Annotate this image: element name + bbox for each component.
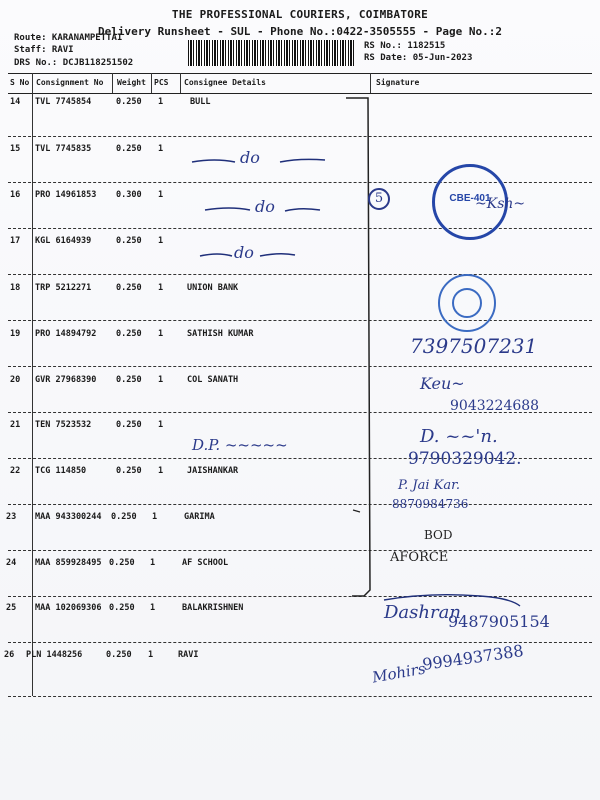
row-consignment: PRO 14894792 <box>35 329 97 339</box>
row-consignment: TVL 7745854 <box>35 97 92 107</box>
row-weight: 0.250 <box>106 650 132 660</box>
handwritten-signature: Keu~ <box>420 374 465 393</box>
row-sno: 23 <box>6 512 17 522</box>
row-weight: 0.250 <box>116 97 142 107</box>
row-consignment: GVR 27968390 <box>35 375 97 385</box>
row-sno: 14 <box>10 97 21 107</box>
handwritten-circled-mark: 5 <box>368 188 390 210</box>
row-sno: 22 <box>10 466 21 476</box>
col-header-consignee: Consignee Details <box>184 78 266 87</box>
handwritten-signature: P. Jai Kar. <box>398 478 461 493</box>
row-sno: 19 <box>10 329 21 339</box>
row-weight: 0.250 <box>109 603 135 613</box>
handwritten-phone: 7397507231 <box>410 334 538 358</box>
row-weight: 0.250 <box>116 236 142 246</box>
row-consignment: TEN 7523532 <box>35 420 92 430</box>
row-weight: 0.250 <box>109 558 135 568</box>
handwritten-consignee-note: D.P. ~~~~~ <box>192 436 288 454</box>
row-consignee: JAISHANKAR <box>187 466 239 476</box>
row-sno: 21 <box>10 420 21 430</box>
row-pcs: 1 <box>150 558 156 568</box>
row-consignee: UNION BANK <box>187 283 239 293</box>
col-header-sno: S No <box>10 78 30 87</box>
handwritten-phone: 9043224688 <box>450 398 540 414</box>
row-consignee: COL SANATH <box>187 375 239 385</box>
row-pcs: 1 <box>158 466 164 476</box>
row-sno: 25 <box>6 603 17 613</box>
handwritten-note: AFORCE <box>390 550 449 565</box>
row-pcs: 1 <box>158 190 164 200</box>
row-consignment: MAA 943300244 <box>35 512 102 522</box>
row-sno: 15 <box>10 144 21 154</box>
col-header-consignment: Consignment No <box>36 78 104 87</box>
handwritten-ditto: do <box>255 197 275 216</box>
runsheet-subtitle: Delivery Runsheet - SUL - Phone No.:0422-3505555 - Page No.:2 <box>98 25 502 38</box>
col-header-signature: Signature <box>376 78 420 87</box>
staff-label: Staff: RAVI <box>14 45 74 55</box>
row-weight: 0.300 <box>116 190 142 200</box>
row-pcs: 1 <box>148 650 154 660</box>
row-consignee: BULL <box>190 97 211 107</box>
row-consignment: TCG 114850 <box>35 466 87 476</box>
row-consignee: BALAKRISHNEN <box>182 603 244 613</box>
handwritten-phone: 9790329042. <box>408 449 522 469</box>
seal-emblem-icon <box>452 288 482 318</box>
col-header-weight: Weight <box>117 78 146 87</box>
row-pcs: 1 <box>158 329 164 339</box>
row-pcs: 1 <box>152 512 158 522</box>
row-weight: 0.250 <box>116 144 142 154</box>
rs-date: RS Date: 05-Jun-2023 <box>364 53 473 63</box>
row-sno: 20 <box>10 375 21 385</box>
stamp-code-text: CBE-401 <box>449 193 491 204</box>
handwritten-signature: D. ~~'n. <box>420 426 498 447</box>
row-sno: 18 <box>10 283 21 293</box>
row-consignment: PLN 1448256 <box>26 650 83 660</box>
row-consignee: SATHISH KUMAR <box>187 329 254 339</box>
company-title: THE PROFESSIONAL COURIERS, COIMBATORE <box>171 8 429 21</box>
handwritten-ditto: do <box>240 148 260 167</box>
row-pcs: 1 <box>158 375 164 385</box>
drs-label: DRS No.: DCJB118251502 <box>14 58 134 68</box>
handwritten-phone: 8870984736 <box>392 497 469 511</box>
row-weight: 0.250 <box>116 420 142 430</box>
handwritten-signature: Mohirs <box>370 659 427 687</box>
row-pcs: 1 <box>158 236 164 246</box>
bank-seal <box>438 274 496 332</box>
row-pcs: 1 <box>158 144 164 154</box>
row-pcs: 1 <box>150 603 156 613</box>
row-consignment: TVL 7745835 <box>35 144 92 154</box>
row-consignment: MAA 102069306 <box>35 603 102 613</box>
row-sno: 17 <box>10 236 21 246</box>
row-weight: 0.250 <box>111 512 137 522</box>
row-weight: 0.250 <box>116 329 142 339</box>
route-label: Route: KARANAMPETTAI <box>14 33 123 43</box>
rs-number: RS No.: 1182515 <box>364 41 446 51</box>
row-sno: 24 <box>6 558 17 568</box>
handwritten-signature: ~Ksh~ <box>475 196 526 212</box>
row-consignment: MAA 859928495 <box>35 558 102 568</box>
row-consignment: PRO 14961853 <box>35 190 97 200</box>
handwritten-note: BOD <box>424 528 453 542</box>
row-weight: 0.250 <box>116 375 142 385</box>
row-weight: 0.250 <box>116 283 142 293</box>
handwritten-signature: Dashran <box>384 602 461 623</box>
row-weight: 0.250 <box>116 466 142 476</box>
row-consignment: TRP 5212271 <box>35 283 92 293</box>
row-consignment: KGL 6164939 <box>35 236 92 246</box>
row-consignee: AF SCHOOL <box>182 558 229 568</box>
row-sno: 26 <box>4 650 15 660</box>
col-header-pcs: PCS <box>154 78 169 87</box>
row-consignee: GARIMA <box>184 512 215 522</box>
row-consignee: RAVI <box>178 650 199 660</box>
handwritten-ditto: do <box>234 243 254 262</box>
row-pcs: 1 <box>158 97 164 107</box>
handwritten-phone: 9994937388 <box>421 641 525 674</box>
row-sno: 16 <box>10 190 21 200</box>
row-pcs: 1 <box>158 420 164 430</box>
row-pcs: 1 <box>158 283 164 293</box>
handwritten-phone: 9487905154 <box>448 612 550 631</box>
